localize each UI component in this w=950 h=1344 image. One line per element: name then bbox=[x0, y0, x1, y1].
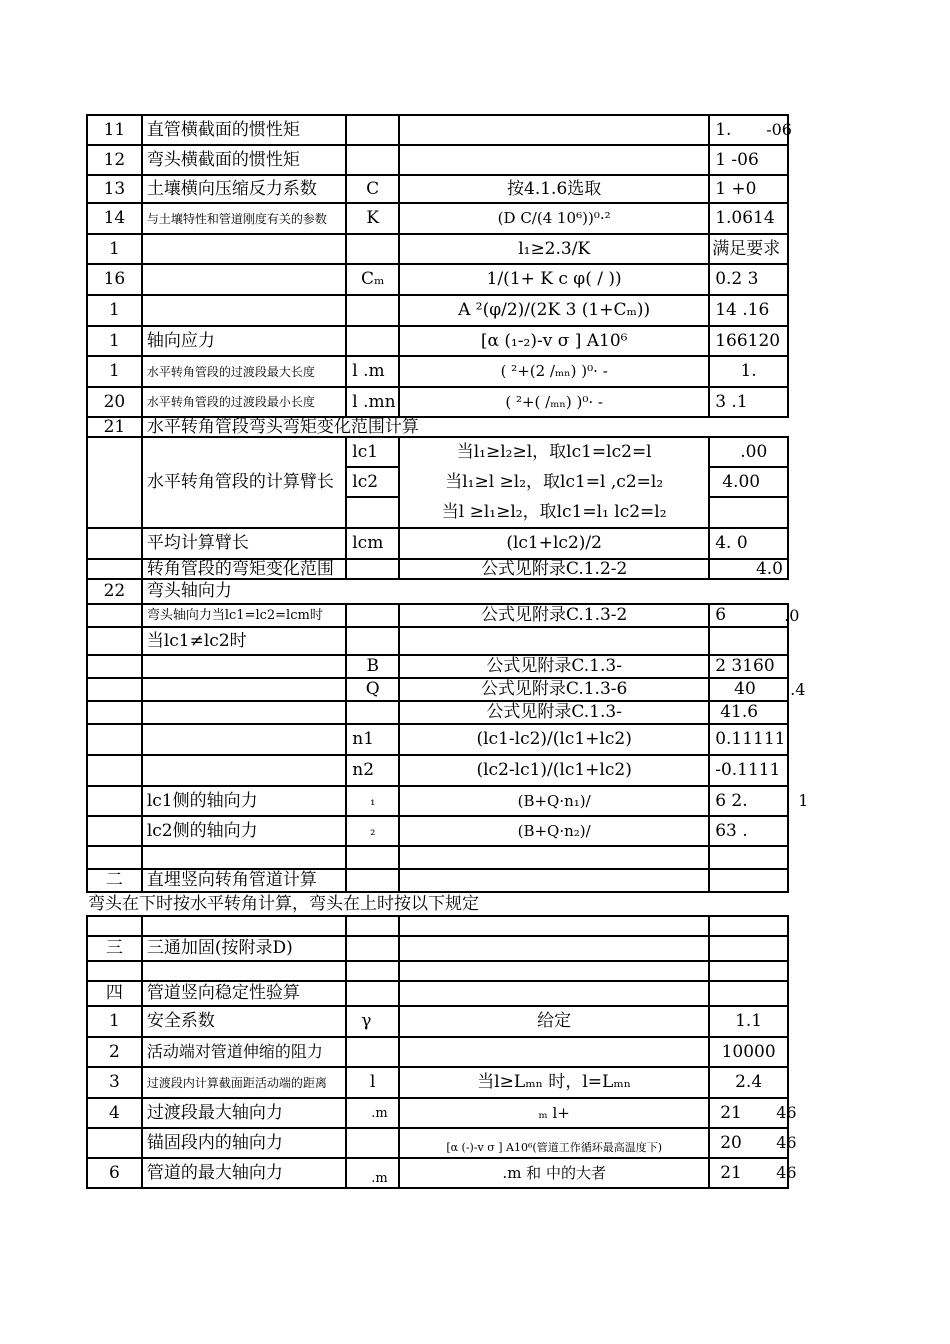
value-overflow: 46 bbox=[776, 1103, 797, 1122]
row-symbol bbox=[347, 116, 400, 146]
row-no bbox=[88, 725, 143, 756]
value-text: 21 bbox=[720, 1162, 742, 1183]
arm-formula: 当l ≥l₁≥l₂，取lc1=l₁ lc2=l₂ bbox=[441, 501, 667, 522]
section-note: 弯头在下时按水平转角计算，弯头在上时按以下规定 bbox=[88, 894, 479, 914]
row-value bbox=[710, 962, 789, 982]
table-row bbox=[86, 204, 789, 235]
table-row bbox=[86, 702, 789, 725]
row-no: 6 bbox=[88, 1159, 143, 1189]
row-value: 10000 bbox=[710, 1038, 789, 1068]
row-value: 1 +0 bbox=[710, 176, 789, 204]
row-no: 4 bbox=[88, 1099, 143, 1129]
row-no bbox=[88, 679, 143, 702]
row-name: 平均计算臂长 bbox=[143, 529, 347, 560]
value-overflow: 46 bbox=[776, 1133, 797, 1152]
row-name: 弯头轴向力当lc1=lc2=lcm时 bbox=[143, 605, 347, 628]
row-no bbox=[88, 847, 143, 870]
row-formula bbox=[400, 937, 710, 962]
row-name: 弯头横截面的惯性矩 bbox=[143, 146, 347, 176]
row-formula bbox=[400, 1038, 710, 1068]
row-value: 1.0614 bbox=[710, 204, 789, 235]
row-value bbox=[710, 917, 789, 937]
row-formula: ( ²+(2 /ₘₙ) )⁰· - bbox=[400, 357, 710, 388]
section-no: 22 bbox=[88, 580, 143, 605]
table-row bbox=[86, 388, 789, 418]
row-formula: [α (₁-₂)-v σ ] A10⁶ bbox=[400, 327, 710, 357]
row-symbol bbox=[347, 917, 400, 937]
value-text: 6 2. bbox=[715, 790, 748, 811]
row-symbol: C bbox=[347, 176, 400, 204]
row-formula: (lc1+lc2)/2 bbox=[400, 529, 710, 560]
row-formula: 公式见附录C.1.3-2 bbox=[400, 605, 710, 628]
table-row bbox=[86, 529, 789, 560]
row-value bbox=[710, 847, 789, 870]
row-value bbox=[710, 628, 789, 656]
value-text: 6 bbox=[715, 605, 727, 625]
value-text: 21 bbox=[720, 1102, 742, 1123]
section-no: 四 bbox=[88, 982, 143, 1007]
value-overflow: 1 bbox=[798, 791, 809, 810]
table-row bbox=[86, 725, 789, 756]
row-formula bbox=[400, 870, 710, 893]
value-overflow: 46 bbox=[776, 1163, 797, 1182]
symbol-lc2: lc2 bbox=[347, 468, 398, 498]
section-title: 直埋竖向转角管道计算 bbox=[143, 870, 347, 893]
section-title: 三通加固(按附录D) bbox=[143, 937, 347, 962]
row-symbol: n2 bbox=[347, 756, 400, 787]
arm-values bbox=[710, 438, 789, 529]
row-no bbox=[88, 438, 143, 529]
value-overflow: -06 bbox=[766, 120, 792, 139]
row-formula: 公式见附录C.1.3- bbox=[400, 656, 710, 679]
row-no: 2 bbox=[88, 1038, 143, 1068]
value-text: 20 bbox=[720, 1132, 742, 1153]
row-formula: 1/(1+ K c φ( / )) bbox=[400, 265, 710, 296]
row-formula bbox=[400, 962, 710, 982]
row-symbol: lcm bbox=[347, 529, 400, 560]
row-no bbox=[88, 917, 143, 937]
calc-sheet bbox=[86, 114, 809, 1189]
row-value: 4. 0 bbox=[710, 529, 789, 560]
value-overflow: .4 bbox=[790, 679, 806, 699]
row-symbol: l bbox=[347, 1068, 400, 1099]
section-title: 弯头轴向力 bbox=[143, 580, 789, 605]
value-lc2: 4.00 bbox=[710, 468, 787, 498]
row-symbol bbox=[347, 605, 400, 628]
row-symbol: Cₘ bbox=[347, 265, 400, 296]
row-formula: (B+Q·n₁)/ bbox=[400, 787, 710, 817]
row-symbol bbox=[347, 982, 400, 1007]
row-name bbox=[143, 265, 347, 296]
row-formula: l₁≥2.3/K bbox=[400, 235, 710, 265]
row-symbol bbox=[347, 937, 400, 962]
row-no: 20 bbox=[88, 388, 143, 418]
row-value: 0.11111 bbox=[710, 725, 789, 756]
row-formula: 给定 bbox=[400, 1007, 710, 1038]
value-text: 1. bbox=[715, 119, 732, 140]
row-no bbox=[88, 656, 143, 679]
row-symbol: γ bbox=[347, 1007, 400, 1038]
table-row bbox=[86, 1068, 789, 1099]
section-no: 三 bbox=[88, 937, 143, 962]
row-no: 1 bbox=[88, 327, 143, 357]
table-row bbox=[86, 327, 789, 357]
row-formula: 当l≥Lₘₙ 时，l=Lₘₙ bbox=[400, 1068, 710, 1099]
section-no: 二 bbox=[88, 870, 143, 893]
row-name bbox=[143, 756, 347, 787]
row-symbol: .m bbox=[347, 1159, 400, 1189]
row-value: 满足要求 bbox=[710, 235, 789, 265]
row-formula: 公式见附录C.1.2-2 bbox=[400, 560, 710, 580]
row-no bbox=[88, 560, 143, 580]
table-row bbox=[86, 1038, 789, 1068]
value-lc1: .00 bbox=[710, 438, 787, 468]
row-value bbox=[710, 937, 789, 962]
row-no bbox=[88, 529, 143, 560]
table-row bbox=[86, 296, 789, 327]
row-name bbox=[143, 296, 347, 327]
row-value: 3 .1 bbox=[710, 388, 789, 418]
row-formula: 公式见附录C.1.3- bbox=[400, 702, 710, 725]
row-name bbox=[143, 702, 347, 725]
arm-formulas bbox=[400, 438, 710, 529]
row-name bbox=[143, 235, 347, 265]
row-value bbox=[710, 870, 789, 893]
row-no bbox=[88, 628, 143, 656]
row-formula: (lc1-lc2)/(lc1+lc2) bbox=[400, 725, 710, 756]
arm-formula: 当l₁≥l ≥l₂，取lc1=l ,c2=l₂ bbox=[445, 471, 664, 492]
row-symbol: B bbox=[347, 656, 400, 679]
row-formula: 按4.1.6选取 bbox=[400, 176, 710, 204]
row-symbol bbox=[347, 1129, 400, 1159]
table-row bbox=[86, 146, 789, 176]
row-formula bbox=[400, 116, 710, 146]
row-name: lc2侧的轴向力 bbox=[143, 817, 347, 847]
row-no: 12 bbox=[88, 146, 143, 176]
row-name: 水平转角管段的过渡段最大长度 bbox=[143, 357, 347, 388]
row-name: lc1侧的轴向力 bbox=[143, 787, 347, 817]
row-symbol bbox=[347, 847, 400, 870]
row-value: 14 .16 bbox=[710, 296, 789, 327]
table-row bbox=[86, 1129, 797, 1159]
row-name: 土壤横向压缩反力系数 bbox=[143, 176, 347, 204]
row-name: 直管横截面的惯性矩 bbox=[143, 116, 347, 146]
row-formula: (B+Q·n₂)/ bbox=[400, 817, 710, 847]
row-value: 2 3160 bbox=[710, 656, 789, 679]
row-name bbox=[143, 725, 347, 756]
row-formula bbox=[400, 917, 710, 937]
row-name bbox=[143, 962, 347, 982]
section-row bbox=[86, 870, 789, 893]
row-name bbox=[143, 679, 347, 702]
row-no: 16 bbox=[88, 265, 143, 296]
row-symbol: K bbox=[347, 204, 400, 235]
row-symbol bbox=[347, 870, 400, 893]
section-row bbox=[86, 418, 789, 438]
row-value: -0.1111 bbox=[710, 756, 789, 787]
row-name: 转角管段的弯矩变化范围 bbox=[143, 560, 347, 580]
row-no: 11 bbox=[88, 116, 143, 146]
row-value: 166120 bbox=[710, 327, 789, 357]
table-row bbox=[86, 235, 789, 265]
table-row bbox=[86, 265, 789, 296]
row-formula: ₘ l+ bbox=[400, 1099, 710, 1129]
table-row bbox=[86, 787, 809, 817]
row-value: 1.1 bbox=[710, 1007, 789, 1038]
row-name bbox=[143, 917, 347, 937]
row-name: 轴向应力 bbox=[143, 327, 347, 357]
arm-block bbox=[86, 438, 789, 529]
row-name: 安全系数 bbox=[143, 1007, 347, 1038]
row-name: 过渡段最大轴向力 bbox=[143, 1099, 347, 1129]
row-name: 水平转角管段的过渡段最小长度 bbox=[143, 388, 347, 418]
section-title: 水平转角管段弯头弯矩变化范围计算 bbox=[143, 418, 789, 438]
table-row bbox=[86, 560, 789, 580]
row-symbol bbox=[347, 560, 400, 580]
arm-formula: 当l₁≥l₂≥l，取lc1=lc2=l bbox=[456, 442, 652, 463]
row-symbol: ₁ bbox=[347, 787, 400, 817]
row-value: 1 -06 bbox=[710, 146, 789, 176]
value-empty bbox=[710, 498, 787, 529]
row-value: 4.0 bbox=[710, 560, 789, 580]
row-symbol bbox=[347, 296, 400, 327]
row-formula bbox=[400, 847, 710, 870]
row-value bbox=[710, 605, 800, 628]
row-no bbox=[88, 702, 143, 725]
row-value bbox=[710, 1159, 797, 1189]
table-row bbox=[86, 817, 789, 847]
symbol-lc1: lc1 bbox=[347, 438, 398, 468]
row-no bbox=[88, 817, 143, 847]
row-value: 0.2 3 bbox=[710, 265, 789, 296]
table-row bbox=[86, 1007, 789, 1038]
row-no bbox=[88, 962, 143, 982]
row-value bbox=[710, 787, 809, 817]
row-name bbox=[143, 847, 347, 870]
row-formula bbox=[400, 982, 710, 1007]
row-no bbox=[88, 756, 143, 787]
section-no: 21 bbox=[88, 418, 143, 438]
row-no: 1 bbox=[88, 1007, 143, 1038]
row-value: 63 . bbox=[710, 817, 789, 847]
row-value bbox=[710, 1129, 797, 1159]
table-row bbox=[86, 628, 789, 656]
row-formula: (lc2-lc1)/(lc1+lc2) bbox=[400, 756, 710, 787]
row-name bbox=[143, 656, 347, 679]
row-symbol bbox=[347, 146, 400, 176]
table-row bbox=[86, 962, 789, 982]
row-formula: 公式见附录C.1.3-6 bbox=[400, 679, 710, 702]
row-name: 与土壤特性和管道刚度有关的参数 bbox=[143, 204, 347, 235]
row-symbol bbox=[347, 702, 400, 725]
row-no: 14 bbox=[88, 204, 143, 235]
row-symbol bbox=[347, 962, 400, 982]
row-value: 2.4 bbox=[710, 1068, 789, 1099]
row-value bbox=[710, 679, 806, 702]
value-overflow: .0 bbox=[784, 605, 800, 625]
row-symbol: Q bbox=[347, 679, 400, 702]
symbol-empty bbox=[347, 498, 398, 529]
row-symbol: n1 bbox=[347, 725, 400, 756]
row-formula: ( ²+( /ₘₙ) )⁰· - bbox=[400, 388, 710, 418]
table-row bbox=[86, 605, 800, 628]
row-name: 水平转角管段的计算臂长 bbox=[143, 438, 347, 529]
table-row bbox=[86, 656, 789, 679]
table-row bbox=[86, 1099, 797, 1129]
row-name: 管道的最大轴向力 bbox=[143, 1159, 347, 1189]
value-text: 40 bbox=[734, 679, 756, 699]
section-row bbox=[86, 580, 789, 605]
row-name: 锚固段内的轴向力 bbox=[143, 1129, 347, 1159]
row-value: 41.6 bbox=[710, 702, 789, 725]
table-row bbox=[86, 114, 792, 146]
row-symbol: l .mn bbox=[347, 388, 400, 418]
row-symbol bbox=[347, 628, 400, 656]
row-formula: [α (-)-v σ ] A10⁶(管道工作循环最高温度下) bbox=[400, 1129, 710, 1159]
row-formula bbox=[400, 628, 710, 656]
arm-symbols bbox=[347, 438, 400, 529]
row-name: 活动端对管道伸缩的阻力 bbox=[143, 1038, 347, 1068]
row-value bbox=[710, 116, 792, 146]
row-no: 1 bbox=[88, 357, 143, 388]
row-symbol: l .m bbox=[347, 357, 400, 388]
row-formula bbox=[400, 146, 710, 176]
row-symbol bbox=[347, 327, 400, 357]
table-row bbox=[86, 357, 789, 388]
row-no: 3 bbox=[88, 1068, 143, 1099]
section-title: 管道竖向稳定性验算 bbox=[143, 982, 347, 1007]
table-row bbox=[86, 679, 806, 702]
row-formula: .m 和 中的大者 bbox=[400, 1159, 710, 1189]
row-symbol: ₂ bbox=[347, 817, 400, 847]
row-value: 1. bbox=[710, 357, 789, 388]
row-no: 1 bbox=[88, 235, 143, 265]
row-no: 1 bbox=[88, 296, 143, 327]
table-row bbox=[86, 176, 789, 204]
row-no bbox=[88, 787, 143, 817]
row-name: 过渡段内计算截面距活动端的距离 bbox=[143, 1068, 347, 1099]
row-formula: (D C/(4 10⁶))⁰·² bbox=[400, 204, 710, 235]
row-name: 当lc1≠lc2时 bbox=[143, 628, 347, 656]
row-symbol bbox=[347, 1038, 400, 1068]
row-no bbox=[88, 1129, 143, 1159]
row-no: 13 bbox=[88, 176, 143, 204]
row-formula: A ²(φ/2)/(2K 3 (1+Cₘ)) bbox=[400, 296, 710, 327]
row-value bbox=[710, 982, 789, 1007]
row-symbol bbox=[347, 235, 400, 265]
row-value bbox=[710, 1099, 797, 1129]
table-row bbox=[86, 756, 789, 787]
row-no bbox=[88, 605, 143, 628]
table-row bbox=[86, 847, 789, 870]
section-row bbox=[86, 982, 789, 1007]
section-row bbox=[86, 937, 789, 962]
row-symbol: .m bbox=[347, 1099, 400, 1129]
table-row bbox=[86, 1159, 797, 1189]
table-row bbox=[86, 915, 789, 937]
